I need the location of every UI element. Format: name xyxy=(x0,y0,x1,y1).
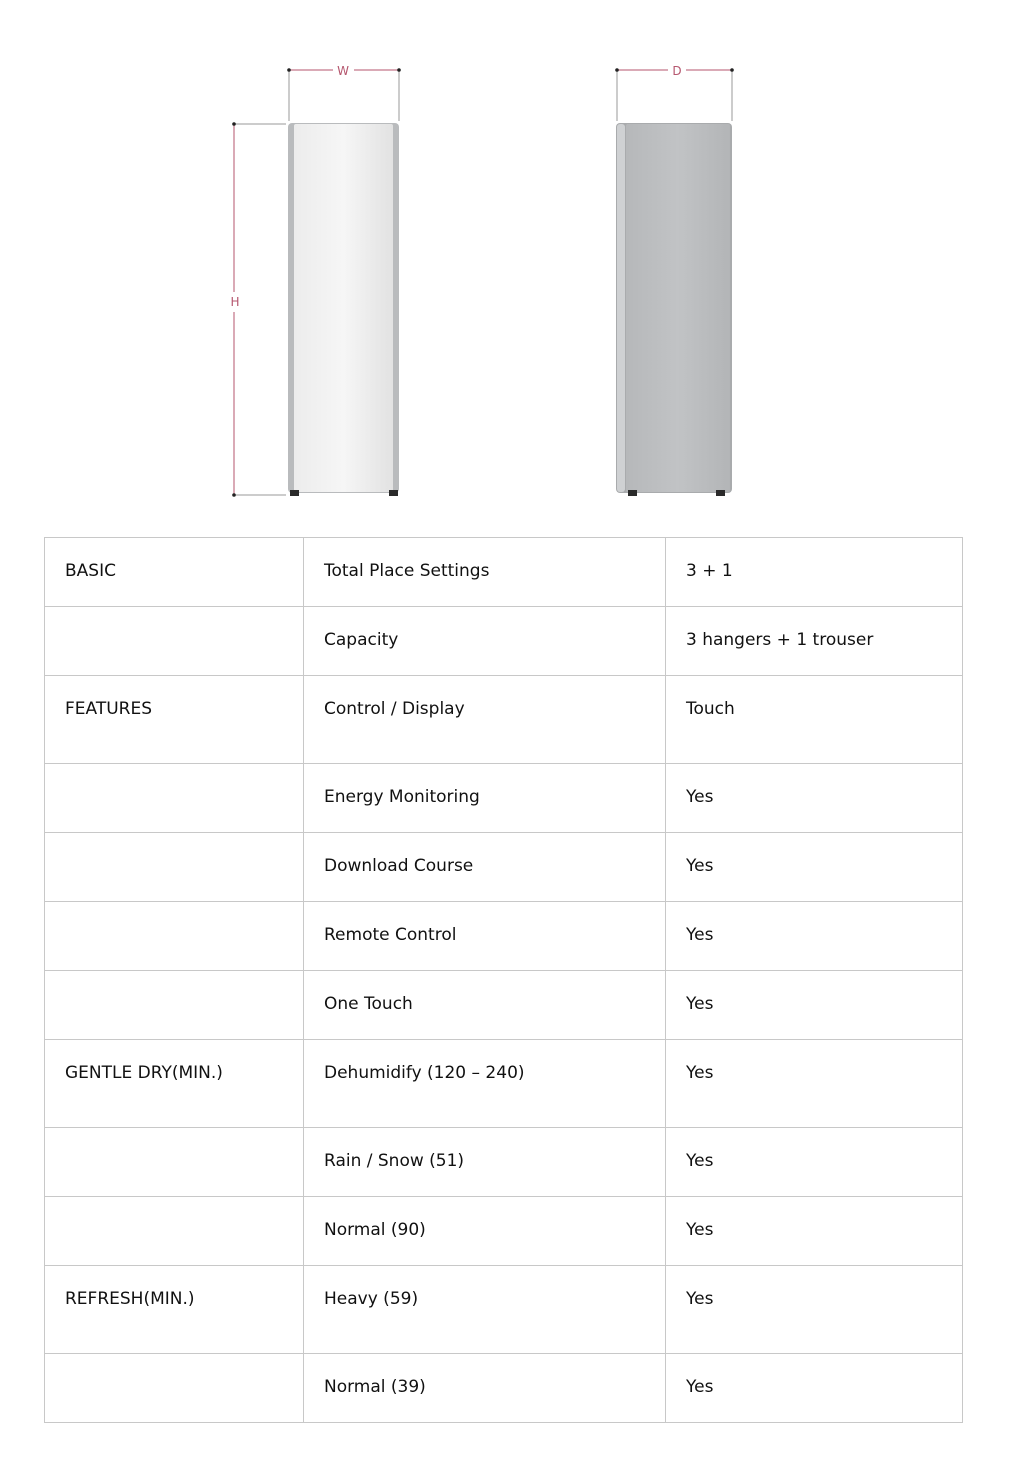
category-cell xyxy=(45,1354,304,1423)
dimension-diagram xyxy=(0,0,1024,520)
height-label: H xyxy=(230,295,240,309)
width-label: W xyxy=(337,64,349,78)
value-cell: Yes xyxy=(666,1128,963,1197)
feature-cell: Energy Monitoring xyxy=(304,764,666,833)
feature-cell: One Touch xyxy=(304,971,666,1040)
table-row xyxy=(45,1266,963,1354)
side-view xyxy=(616,123,732,496)
table-row xyxy=(45,1040,963,1128)
feature-cell: Dehumidify (120 – 240) xyxy=(304,1040,666,1128)
feature-cell: Heavy (59) xyxy=(304,1266,666,1354)
category-cell xyxy=(45,971,304,1040)
value-cell: Yes xyxy=(666,764,963,833)
category-cell xyxy=(45,764,304,833)
category-cell: REFRESH(MIN.) xyxy=(45,1266,304,1354)
category-cell xyxy=(45,833,304,902)
feature-cell: Remote Control xyxy=(304,902,666,971)
table-row xyxy=(45,1197,963,1266)
table-row xyxy=(45,902,963,971)
category-cell xyxy=(45,902,304,971)
dimension-drawing xyxy=(0,0,1024,520)
feature-cell: Total Place Settings xyxy=(304,538,666,607)
specifications-table xyxy=(44,537,963,1423)
table-row xyxy=(45,607,963,676)
depth-label: D xyxy=(672,64,682,78)
value-cell: Yes xyxy=(666,902,963,971)
category-cell: FEATURES xyxy=(45,676,304,764)
category-cell xyxy=(45,607,304,676)
feature-cell: Capacity xyxy=(304,607,666,676)
category-cell xyxy=(45,1197,304,1266)
value-cell: 3 + 1 xyxy=(666,538,963,607)
table-row xyxy=(45,971,963,1040)
value-cell: Yes xyxy=(666,971,963,1040)
table-row xyxy=(45,833,963,902)
feature-cell: Rain / Snow (51) xyxy=(304,1128,666,1197)
feature-cell: Normal (39) xyxy=(304,1354,666,1423)
height-dimension xyxy=(232,122,286,497)
value-cell: 3 hangers + 1 trouser xyxy=(666,607,963,676)
value-cell: Yes xyxy=(666,1266,963,1354)
category-cell xyxy=(45,1128,304,1197)
value-cell: Yes xyxy=(666,1040,963,1128)
value-cell: Yes xyxy=(666,833,963,902)
feature-cell: Download Course xyxy=(304,833,666,902)
table-row xyxy=(45,764,963,833)
feature-cell: Control / Display xyxy=(304,676,666,764)
front-view xyxy=(288,123,399,496)
value-cell: Touch xyxy=(666,676,963,764)
table-row xyxy=(45,676,963,764)
table-row xyxy=(45,538,963,607)
feature-cell: Normal (90) xyxy=(304,1197,666,1266)
value-cell: Yes xyxy=(666,1197,963,1266)
value-cell: Yes xyxy=(666,1354,963,1423)
table-row xyxy=(45,1354,963,1423)
category-cell: BASIC xyxy=(45,538,304,607)
table-row xyxy=(45,1128,963,1197)
category-cell: GENTLE DRY(MIN.) xyxy=(45,1040,304,1128)
